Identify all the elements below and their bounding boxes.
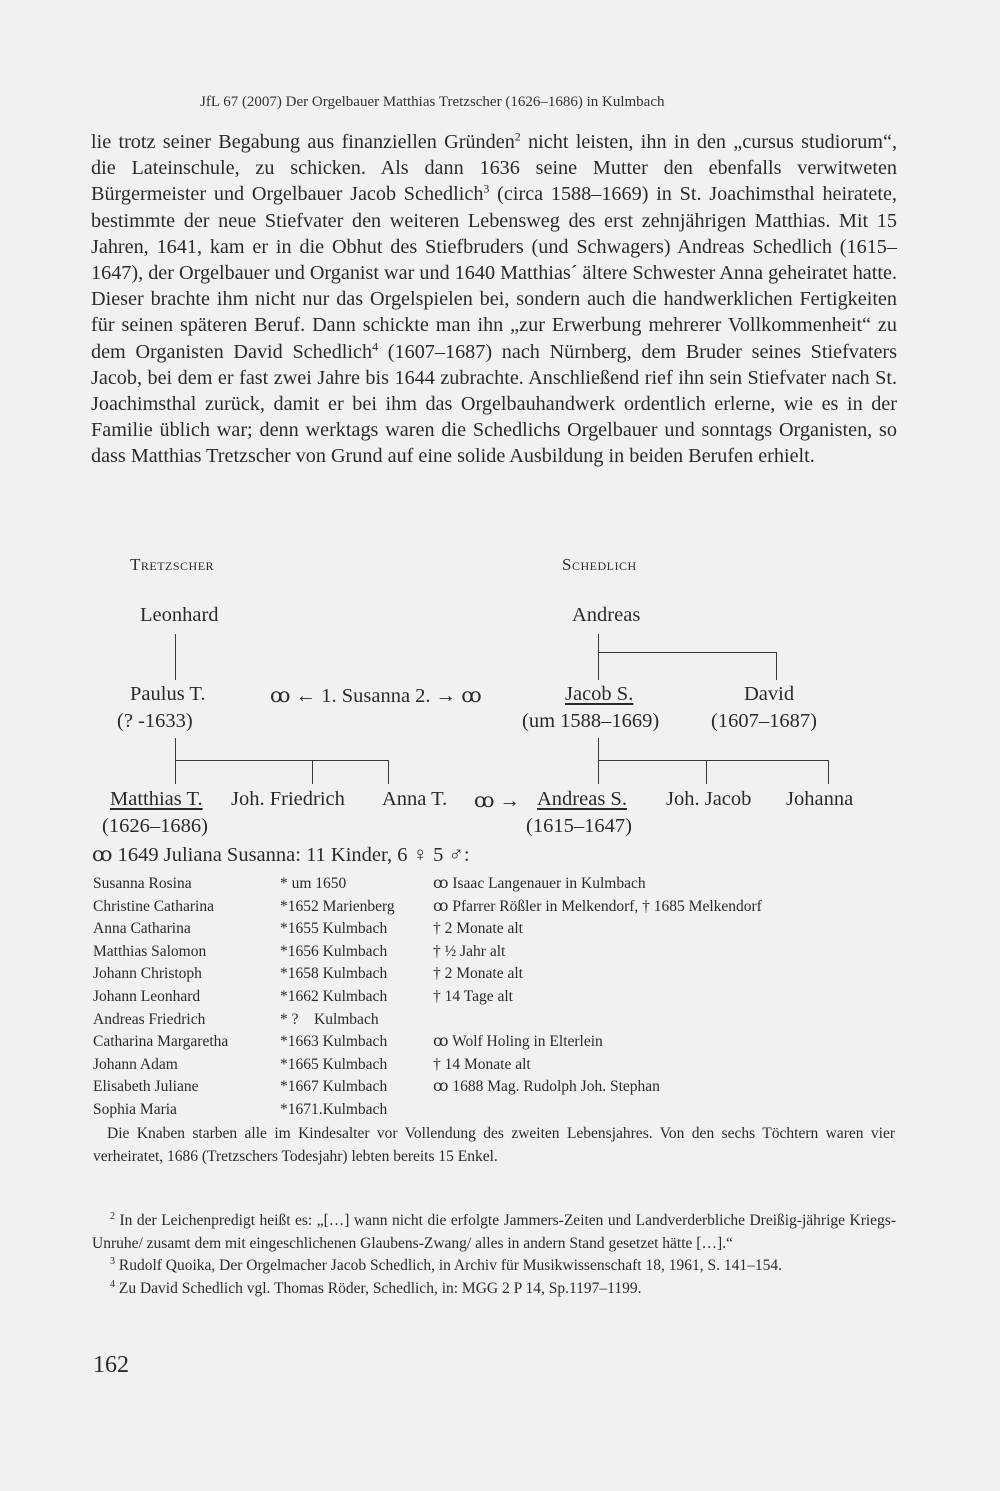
person-paulus-dates: (? -1633) <box>117 710 193 732</box>
connector-line <box>598 738 599 784</box>
body-text-segment: (1607–1687) nach Nürnberg, dem Bruder seines Stiefvaters Jacob, bei dem er fast zwei Jahre bis 1644 zubrachte. Anschließend rief ihn sein Stiefvater nach St. Joachimsthal zurück, damit er bei ihm das Orgelbauhandwerk ordentlich erlerne, wie es in der Familie üblich war; denn werktags waren die Schedlichs Orgelbauer und sonntags Organisten, so dass Matthias Tretzscher von Grund auf eine solide Ausbildung in beiden Berufen erhielt. <box>91 340 897 468</box>
footnote-text: Rudolf Quoika, Der Orgelmacher Jacob Schedlich, in Archiv für Musikwissenschaft 18, 1961, S. 141–154. <box>115 1257 782 1274</box>
person-jacob-dates: (um 1588–1669) <box>522 710 660 732</box>
person-matthias: Matthias T. <box>110 788 203 810</box>
body-paragraph <box>91 129 897 470</box>
footnote-number: 4 <box>110 1278 115 1290</box>
footnote-2 <box>92 1210 896 1255</box>
person-jacob: Jacob S. <box>565 683 634 705</box>
person-joh-jacob: Joh. Jacob <box>666 788 752 810</box>
footnote-3 <box>92 1255 896 1278</box>
connector-line <box>312 760 313 784</box>
marriage-arrow: ꝏ → <box>474 790 521 812</box>
child-name: Catharina Margaretha <box>93 1033 229 1051</box>
person-david: David <box>744 683 795 705</box>
child-note: † ½ Jahr alt <box>433 942 506 960</box>
tretzscher-heading: Tretzscher <box>130 555 215 574</box>
child-birth: *1662 Kulmbach <box>280 987 388 1005</box>
body-text-segment: lie trotz seiner Begabung aus finanziellen Gründen <box>91 131 515 153</box>
child-note: ꝏ 1688 Mag. Rudolph Joh. Stephan <box>433 1078 660 1096</box>
connector-line <box>175 760 388 761</box>
person-leonhard: Leonhard <box>140 604 219 626</box>
connector-line <box>598 652 776 653</box>
child-birth: *1663 Kulmbach <box>280 1033 388 1051</box>
connector-line <box>598 760 828 761</box>
person-joh-friedrich: Joh. Friedrich <box>231 788 345 810</box>
body-text-segment: nicht leisten, ihn in den „cursus studiorum“, die Lateinschule, zu schicken. Als dann 1636 seine Mutter den ebenfalls verwitweten Bürgermeister und Orgelbauer Jacob Schedlich <box>91 131 897 206</box>
child-name: Anna Catharina <box>93 920 191 938</box>
child-name: Susanna Rosina <box>93 875 192 892</box>
child-note: ꝏ Isaac Langenauer in Kulmbach <box>433 875 646 892</box>
body-text-segment: (circa 1588–1669) in St. Joachimsthal heiratete, bestimmte der neue Stiefvater den weiteren Lebensweg des erst zehnjährigen Matthias. Mit 15 Jahren, 1641, kam er in die Obhut des Stiefbruders (und Schwagers) Andreas Schedlich (1615–1647), der Orgelbauer und Organist war und 1640 Matthias´ ältere Schwester Anna geheiratet hatte. Dieser brachte ihm nicht nur das Orgelspielen bei, sondern auch die handwerklichen Fertigkeiten für seinen späteren Beruf. Dann schickte man ihn „zur Erwerbung mehrerer Vollkommenheit“ zu dem Organisten David Schedlich <box>91 183 897 363</box>
child-note: † 2 Monate alt <box>433 965 523 983</box>
person-andreas-jr: Andreas S. <box>537 788 627 810</box>
person-andreas-jr-dates: (1615–1647) <box>526 815 632 837</box>
child-birth: *1656 Kulmbach <box>280 942 388 960</box>
child-name: Matthias Salomon <box>93 942 207 960</box>
connector-line <box>388 760 389 784</box>
child-birth: *1655 Kulmbach <box>280 920 388 938</box>
children-note: Die Knaben starben alle im Kindesalter vor Vollendung des zweiten Lebensjahres. Von den sechs Töchtern waren vier verheiratet, 1686 (Tretzschers Todesjahr) lebten bereits 15 Enkel. <box>93 1125 895 1165</box>
schedlich-heading: Schedlich <box>562 555 637 574</box>
person-johanna: Johanna <box>786 788 854 810</box>
footnote-number: 2 <box>110 1210 115 1222</box>
child-name: Johann Christoph <box>93 965 202 983</box>
child-note: † 2 Monate alt <box>433 920 523 938</box>
footnotes <box>92 1210 896 1300</box>
connector-line <box>598 634 599 680</box>
person-david-dates: (1607–1687) <box>711 710 817 732</box>
footnote-ref-4[interactable]: 4 <box>372 338 379 353</box>
child-birth: * ? Kulmbach <box>280 1010 379 1028</box>
child-note: † 14 Monate alt <box>433 1055 531 1073</box>
child-name: Elisabeth Juliane <box>93 1078 199 1096</box>
person-matthias-dates: (1626–1686) <box>102 815 208 837</box>
child-birth: *1665 Kulmbach <box>280 1055 388 1073</box>
connector-line <box>175 738 176 784</box>
child-birth: *1658 Kulmbach <box>280 965 388 983</box>
connector-line <box>828 760 829 784</box>
child-birth: *1671.Kulmbach <box>280 1100 388 1118</box>
marriage-1649: ꝏ 1649 Juliana Susanna: 11 Kinder, 6 ♀ 5 ♂: <box>92 844 470 866</box>
child-name: Christine Catharina <box>93 897 214 915</box>
child-note: † 14 Tage alt <box>433 987 513 1005</box>
person-anna: Anna T. <box>382 788 448 810</box>
connector-line <box>706 760 707 784</box>
marriage-susanna: ꝏ ← 1. Susanna 2. → ꝏ <box>270 685 482 707</box>
child-name: Johann Adam <box>93 1055 178 1073</box>
footnote-text: Zu David Schedlich vgl. Thomas Röder, Schedlich, in: MGG 2 P 14, Sp.1197–1199. <box>115 1279 642 1297</box>
footnote-number: 3 <box>110 1255 115 1267</box>
child-name: Andreas Friedrich <box>93 1010 206 1028</box>
person-andreas-sr: Andreas <box>572 604 641 626</box>
running-head: JfL 67 (2007) Der Orgelbauer Matthias Tretzscher (1626–1686) in Kulmbach <box>200 94 665 110</box>
footnote-ref-3[interactable]: 3 <box>483 181 490 196</box>
page-number: 162 <box>93 1352 129 1378</box>
child-birth: *1652 Marienberg <box>280 897 395 915</box>
footnote-text: In der Leichenpredigt heißt es: „[…] wann nicht die erfolgte Jammers-Zeiten und Landverderbliche Dreißig-jährige Kriegs-Unruhe/ zusamt dem mit eingeschlichenen Glaubens-Zwang/ alles in andern Stand gesetzet hätte […].“ <box>92 1212 896 1252</box>
connector-line <box>776 652 777 680</box>
person-paulus: Paulus T. <box>130 683 206 705</box>
child-birth: * um 1650 <box>280 875 347 892</box>
child-note: ꝏ Wolf Holing in Elterlein <box>433 1033 603 1051</box>
footnote-4 <box>92 1278 896 1301</box>
child-note: ꝏ Pfarrer Rößler in Melkendorf, † 1685 Melkendorf <box>433 897 762 915</box>
child-name: Sophia Maria <box>93 1100 177 1118</box>
child-birth: *1667 Kulmbach <box>280 1078 388 1096</box>
footnote-ref-2[interactable]: 2 <box>514 129 521 144</box>
child-name: Johann Leonhard <box>93 987 201 1005</box>
connector-line <box>175 634 176 680</box>
